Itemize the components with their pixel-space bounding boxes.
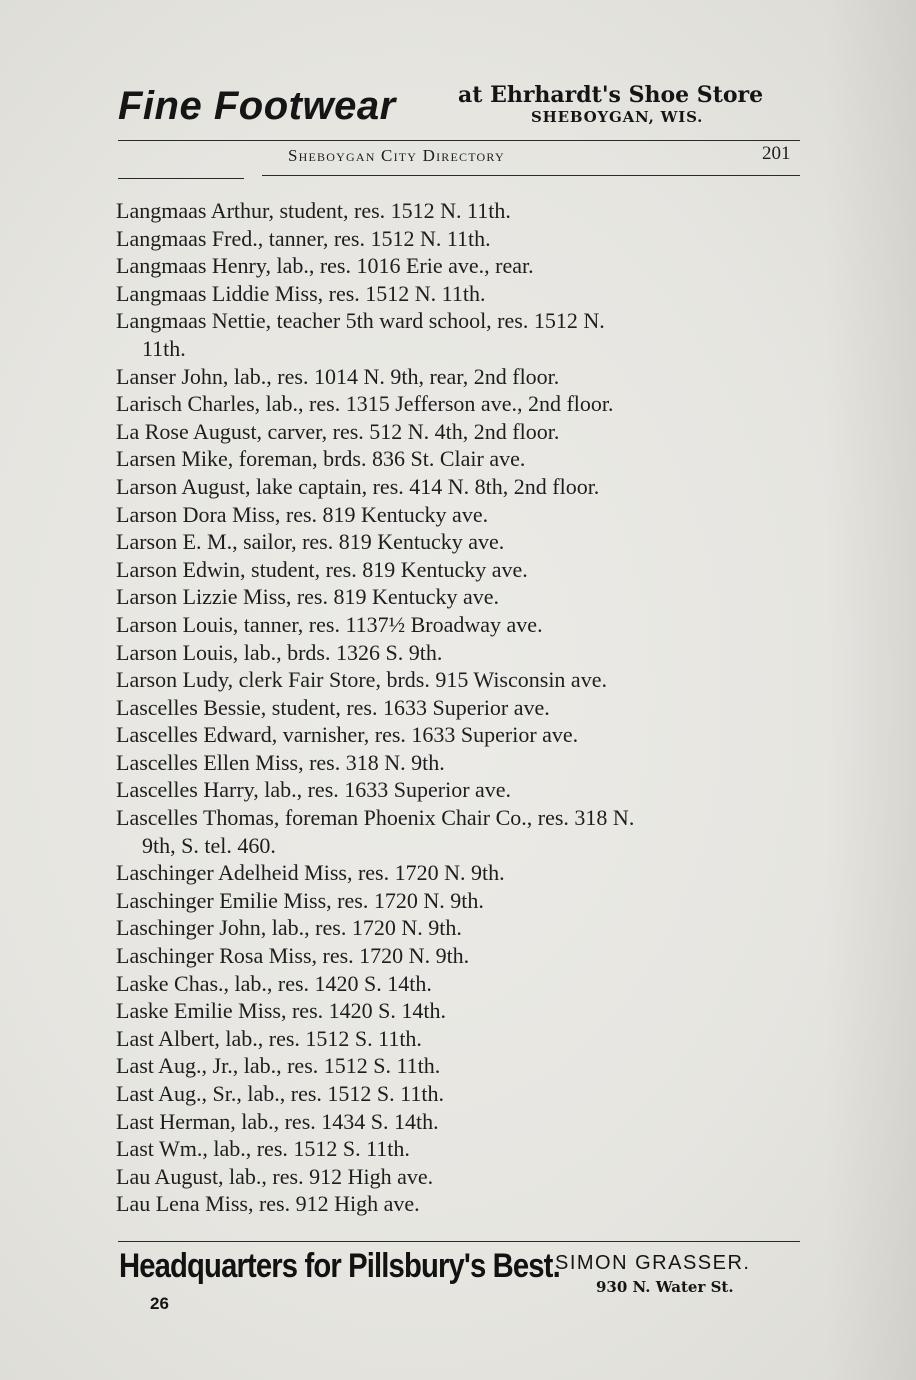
footer-ad-headline: Headquarters for Pillsbury's Best. — [119, 1247, 560, 1285]
entry-text: Last Wm., lab., res. 1512 S. 11th. — [116, 1136, 410, 1162]
directory-entry — [116, 721, 816, 749]
directory-entry — [116, 694, 816, 722]
header-advertisement — [118, 80, 808, 136]
entry-text: Laschinger Adelheid Miss, res. 1720 N. 9th. — [116, 860, 505, 886]
entry-text: Lau August, lab., res. 912 High ave. — [116, 1163, 434, 1189]
directory-entry — [116, 611, 816, 639]
entry-text: Langmaas Arthur, student, res. 1512 N. 11th. — [116, 198, 511, 223]
entry-continuation: 9th, S. tel. 460. — [142, 832, 276, 858]
entry-text: Langmaas Nettie, teacher 5th ward school, res. 1512 N. — [116, 308, 605, 334]
footer-ad-address: 930 N. Water St. — [596, 1278, 734, 1296]
directory-entry — [116, 501, 816, 529]
entry-text: La Rose August, carver, res. 512 N. 4th, 2nd floor. — [116, 418, 560, 444]
directory-entry — [116, 804, 816, 859]
entry-text: Langmaas Henry, lab., res. 1016 Erie ave., rear. — [116, 253, 534, 279]
directory-entry — [116, 280, 816, 308]
entry-text: Lascelles Harry, lab., res. 1633 Superior ave. — [116, 777, 512, 803]
entry-text: Lau Lena Miss, res. 912 High ave. — [116, 1191, 420, 1217]
entry-text: Larson Louis, lab., brds. 1326 S. 9th. — [116, 639, 443, 665]
directory-entry — [116, 749, 816, 777]
directory-listing — [116, 197, 816, 1218]
entry-text: Larson Edwin, student, res. 819 Kentucky ave. — [116, 556, 528, 582]
directory-entry — [116, 583, 816, 611]
directory-entry — [116, 225, 816, 253]
directory-entry — [116, 997, 816, 1025]
entry-text: Larson E. M., sailor, res. 819 Kentucky ave. — [116, 529, 505, 555]
page-edge-shading — [826, 0, 916, 1380]
directory-entry — [116, 363, 816, 391]
entry-text: Laschinger John, lab., res. 1720 N. 9th. — [116, 915, 462, 941]
running-head-title: Sheboygan City Directory — [288, 146, 505, 165]
entry-text: Larsen Mike, foreman, brds. 836 St. Clair ave. — [116, 446, 526, 472]
header-ad-slogan: Fine Footwear — [118, 84, 396, 128]
directory-entry — [116, 666, 816, 694]
entry-text: Last Herman, lab., res. 1434 S. 14th. — [116, 1108, 439, 1134]
footer-ad-name: SIMON GRASSER. — [555, 1252, 751, 1274]
entry-text: Laske Emilie Miss, res. 1420 S. 14th. — [116, 998, 446, 1024]
directory-entry — [116, 887, 816, 915]
entry-text: Larson Lizzie Miss, res. 819 Kentucky ave. — [116, 584, 500, 610]
directory-entry — [116, 556, 816, 584]
entry-text: Laschinger Emilie Miss, res. 1720 N. 9th. — [116, 887, 484, 913]
directory-entry — [116, 914, 816, 942]
directory-entry — [116, 859, 816, 887]
entry-text: Lascelles Bessie, student, res. 1633 Superior ave. — [116, 694, 550, 720]
entry-text: Lascelles Edward, varnisher, res. 1633 Superior ave. — [116, 722, 579, 748]
folio-number: 26 — [150, 1294, 169, 1313]
directory-entry — [116, 197, 816, 225]
directory-entry — [116, 1025, 816, 1053]
directory-entry — [116, 528, 816, 556]
entry-text: Larisch Charles, lab., res. 1315 Jefferson ave., 2nd floor. — [116, 391, 614, 417]
directory-entry — [116, 473, 816, 501]
directory-entry — [116, 1080, 816, 1108]
directory-entry — [116, 1135, 816, 1163]
directory-entry — [116, 942, 816, 970]
entry-text: Langmaas Liddie Miss, res. 1512 N. 11th. — [116, 280, 486, 306]
directory-entry — [116, 307, 816, 362]
directory-entry — [116, 970, 816, 998]
entry-text: Langmaas Fred., tanner, res. 1512 N. 11th. — [116, 225, 491, 251]
running-head-rule-left — [118, 178, 244, 179]
entry-text: Laschinger Rosa Miss, res. 1720 N. 9th. — [116, 943, 470, 969]
entry-text: Lanser John, lab., res. 1014 N. 9th, rear, 2nd floor. — [116, 363, 560, 389]
entry-text: Larson August, lake captain, res. 414 N. 8th, 2nd floor. — [116, 473, 600, 499]
header-rule — [118, 140, 800, 141]
page-number: 201 — [762, 143, 791, 164]
entry-text: Last Aug., Sr., lab., res. 1512 S. 11th. — [116, 1081, 444, 1106]
directory-entry — [116, 1190, 816, 1218]
entry-text: Last Aug., Jr., lab., res. 1512 S. 11th. — [116, 1053, 441, 1079]
directory-entry — [116, 1052, 816, 1080]
entry-text: Lascelles Thomas, foreman Phoenix Chair Co., res. 318 N. — [116, 805, 635, 831]
entry-text: Larson Louis, tanner, res. 1137½ Broadway ave. — [116, 611, 543, 637]
running-head-rule-right — [262, 175, 800, 176]
entry-text: Laske Chas., lab., res. 1420 S. 14th. — [116, 970, 432, 996]
entry-text: Lascelles Ellen Miss, res. 318 N. 9th. — [116, 749, 445, 775]
entry-continuation: 11th. — [142, 335, 186, 361]
directory-entry — [116, 418, 816, 446]
directory-entry — [116, 390, 816, 418]
entry-text: Larson Ludy, clerk Fair Store, brds. 915 Wisconsin ave. — [116, 667, 607, 693]
entry-text: Last Albert, lab., res. 1512 S. 11th. — [116, 1025, 422, 1051]
directory-entry — [116, 639, 816, 667]
header-ad-city: SHEBOYGAN, WIS. — [531, 108, 704, 126]
directory-entry — [116, 1108, 816, 1136]
header-ad-store: at Ehrhardt's Shoe Store — [458, 82, 764, 108]
entry-text: Larson Dora Miss, res. 819 Kentucky ave. — [116, 501, 489, 527]
directory-entry — [116, 445, 816, 473]
directory-entry — [116, 252, 816, 280]
directory-entry — [116, 776, 816, 804]
directory-entry — [116, 1163, 816, 1191]
footer-rule — [118, 1241, 800, 1242]
